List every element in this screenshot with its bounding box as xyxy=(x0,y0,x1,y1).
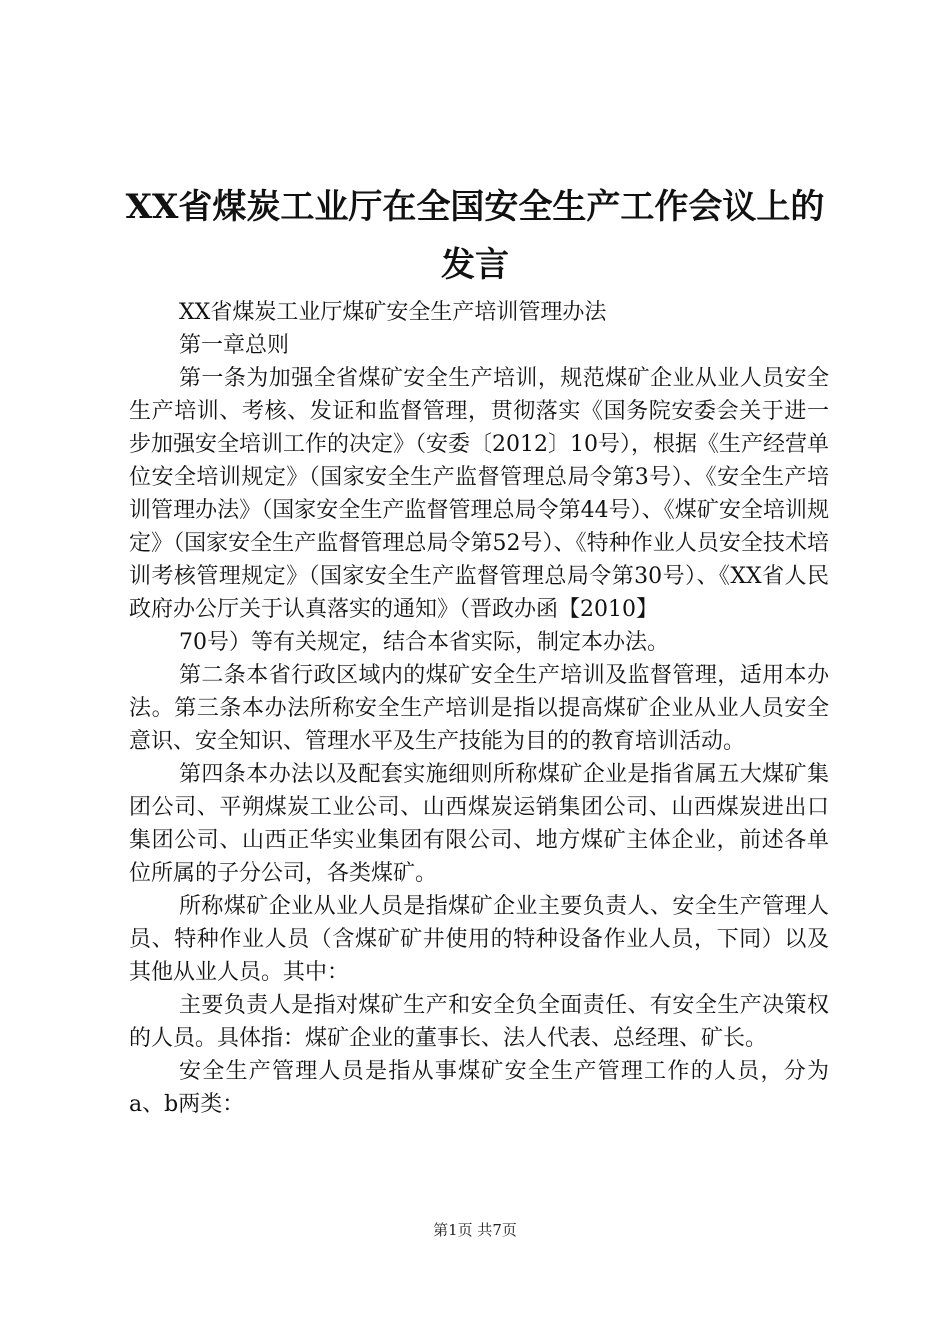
paragraph-employees-definition: 所称煤矿企业从业人员是指煤矿企业主要负责人、安全生产管理人员、特种作业人员（含煤矿矿井使用的特种设备作业人员，下同）以及其他从业人员。其中： xyxy=(129,894,829,985)
paragraph-principal-definition: 主要负责人是指对煤矿生产和安全负全面责任、有安全生产决策权的人员。具体指：煤矿企业的董事长、法人代表、总经理、矿长。 xyxy=(129,993,829,1051)
document-body xyxy=(129,296,829,1121)
paragraph-article-1: 第一条为加强全省煤矿安全生产培训，规范煤矿企业从业人员安全生产培训、考核、发证和监督管理，贯彻落实《国务院安委会关于进一步加强安全培训工作的决定》（安委〔2012〕10号），根据《生产经营单位安全培训规定》（国家安全生产监督管理总局令第3号）、《安全生产培训管理办法》（国家安全生产监督管理总局令第44号）、《煤矿安全培训规定》（国家安全生产监督管理总局令第52号）、《特种作业人员安全技术培训考核管理规定》（国家安全生产监督管理总局令第30号）、《XX省人民政府办公厅关于认真落实的通知》（晋政办函【2010】 xyxy=(129,366,829,622)
paragraph-subtitle: XX省煤炭工业厅煤矿安全生产培训管理办法 xyxy=(179,300,607,325)
paragraph-article-2-3: 第二条本省行政区域内的煤矿安全生产培训及监督管理，适用本办法。第三条本办法所称安全生产培训是指以提高煤矿企业从业人员安全意识、安全知识、管理水平及生产技能为目的的教育培训活动。 xyxy=(129,663,829,754)
paragraph-article-1-continued: 70号）等有关规定，结合本省实际，制定本办法。 xyxy=(179,630,669,655)
paragraph-safety-manager-definition: 安全生产管理人员是指从事煤矿安全生产管理工作的人员，分为a、b两类： xyxy=(129,1059,829,1117)
paragraph-article-4: 第四条本办法以及配套实施细则所称煤矿企业是指省属五大煤矿集团公司、平朔煤炭工业公司、山西煤炭运销集团公司、山西煤炭进出口集团公司、山西正华实业集团有限公司、地方煤矿主体企业，前述各单位所属的子分公司，各类煤矿。 xyxy=(129,762,829,886)
document-title: XX省煤炭工业厅在全国安全生产工作会议上的发言 xyxy=(125,187,825,285)
paragraph-chapter-heading: 第一章总则 xyxy=(179,333,290,358)
page-number-footer: 第1页 共7页 xyxy=(433,1221,517,1239)
